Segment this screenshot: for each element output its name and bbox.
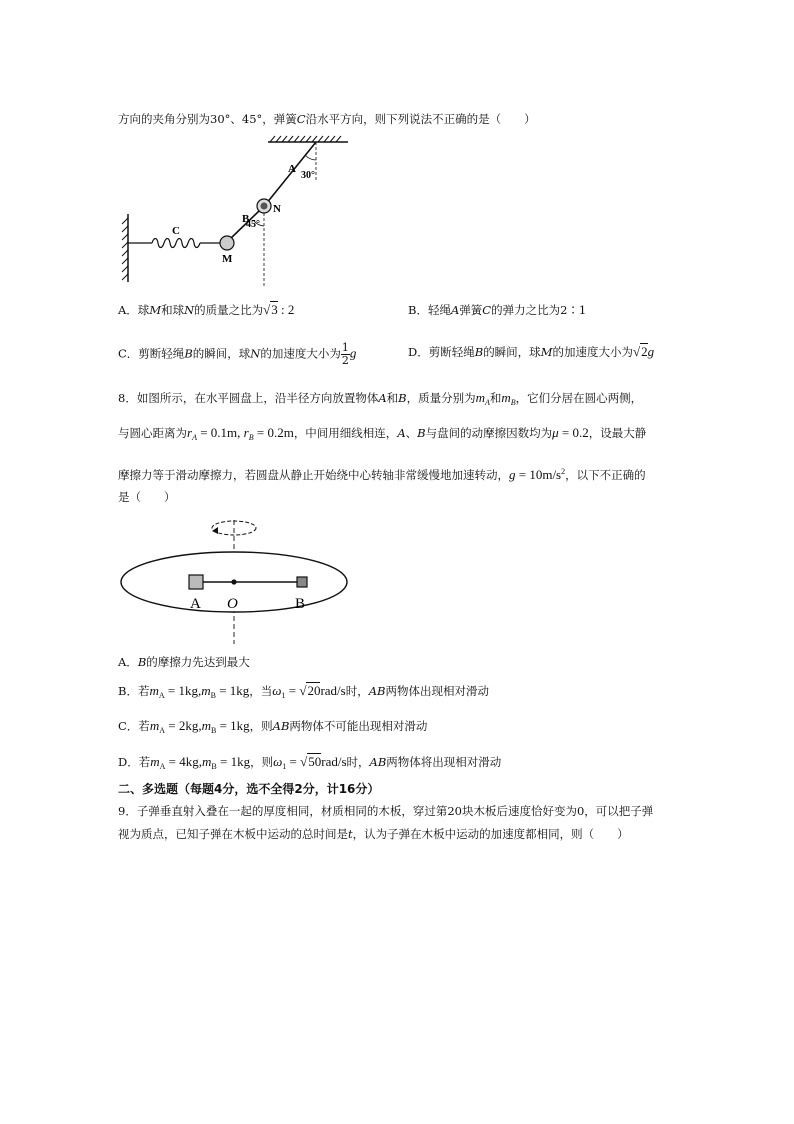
q7-option-c[interactable]: C．剪断轻绳B的瞬间，球N的加速度大小为 $\frac{1}{2}$ g [118,341,357,367]
q8-line-2: 与圆心距离为$r_A = 0.1m$, $r_B = 0.2m$，中间用细线相连，A、B与盘间的动摩擦因数均为μ = 0.2，设最大静 [118,425,647,442]
q8-option-c[interactable]: C．若$m_A = 2kg,m_B = 1kg$，则AB两物体不可能出现相对滑动 [118,718,428,735]
label-o: O [227,596,238,612]
q7-figure [118,134,378,294]
label-angle-30: 30° [301,170,315,181]
label-spring-c: C [172,225,180,237]
q7-option-a[interactable]: A．球M和球N的质量之比为√3 : 2 [118,302,295,317]
q9-line-2: 视为质点，已知子弹在木板中运动的总时间是t，认为子弹在木板中运动的加速度都相同，则（ ） [118,827,629,841]
q9-line-1: 9．子弹垂直射入叠在一起的厚度相同，材质相同的木板，穿过第20块木板后速度恰好变为0，可以把子弹 [118,804,654,818]
label-b: B [295,596,306,612]
spring-c [152,239,200,248]
block-a [189,575,203,589]
q8-option-d[interactable]: D．若$m_A = 4kg,m_B = 1kg$，则$\omega_1 = √50rad/s$时，AB两物体将出现相对滑动 [118,754,502,771]
q8-option-b[interactable]: B．若$m_A = 1kg,m_B = 1kg$，当$\omega_1 = √20rad/s$时，AB两物体出现相对滑动 [118,683,489,700]
label-angle-45: 45° [246,219,260,230]
label-rope-a: A [288,163,296,175]
label-rope-b: B [242,213,250,225]
label-a: A [190,596,201,612]
ball-m [220,236,234,250]
label-ball-n: N [273,203,281,215]
block-b [297,577,307,587]
center-o [231,579,236,584]
q7-stem-tail: 方向的夹角分别为30°、45°，弹簧C沿水平方向，则下列说法不正确的是（ ） [118,112,536,126]
label-ball-m: M [222,253,233,265]
q8-line-3: 摩擦力等于滑动摩擦力，若圆盘从静止开始绕中心转轴非常缓慢地加速转动，$g = 10m/s^2$，以下不正确的 [118,467,646,482]
q8-figure [118,512,358,648]
q8-line-1: 8．如图所示，在水平圆盘上，沿半径方向放置物体A和B，质量分别为$m_A$和$m_B$，它们分居在圆心两侧， [118,390,643,407]
q7-option-d[interactable]: D．剪断轻绳B的瞬间，球M的加速度大小为√2g [408,344,655,359]
section-2-heading: 二、多选题（每题4分，选不全得2分，计16分） [118,782,380,796]
q7-option-b[interactable]: B．轻绳A弹簧C的弹力之比为2∶1 [408,303,587,317]
q8-option-a[interactable]: A．B的摩擦力先达到最大 [118,655,250,669]
q8-line-4: 是（ ） [118,490,176,504]
